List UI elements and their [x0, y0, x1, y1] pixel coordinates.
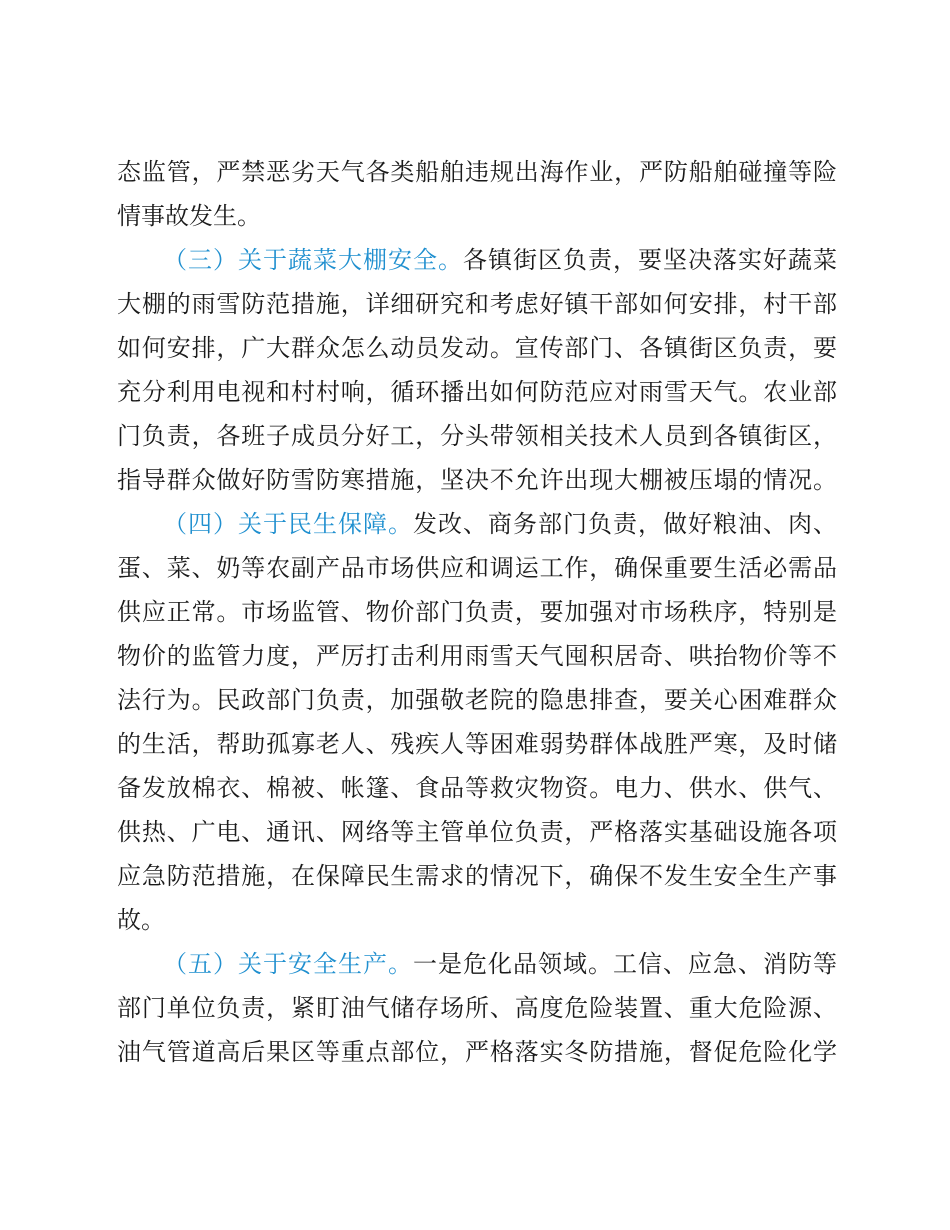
text-line: [117, 590, 837, 634]
line-text: 蛋、菜、奶等农副产品市场供应和调运工作，确保重要生活必需品: [117, 554, 837, 582]
line-text: 备发放棉衣、棉被、帐篷、食品等救灾物资。电力、供水、供气、: [117, 774, 837, 802]
text-line: [117, 282, 837, 326]
line-text: 一是危化品领域。工信、应急、消防等: [413, 950, 837, 978]
text-line: [117, 194, 837, 238]
line-text: 故。: [117, 906, 165, 934]
line-text: 应急防范措施，在保障民生需求的情况下，确保不发生安全生产事: [117, 862, 837, 890]
line-text: 态监管，严禁恶劣天气各类船舶违规出海作业，严防船舶碰撞等险: [117, 158, 837, 186]
line-text: 物价的监管力度，严厉打击利用雨雪天气囤积居奇、哄抬物价等不: [117, 642, 837, 670]
text-line: [117, 326, 837, 370]
line-text: 各镇街区负责，要坚决落实好蔬菜: [463, 246, 837, 274]
line-text: 法行为。民政部门负责，加强敬老院的隐患排查，要关心困难群众: [117, 686, 837, 714]
text-line: [117, 414, 837, 458]
text-line: [117, 678, 837, 722]
section-heading-line: [117, 238, 837, 282]
section-heading-livelihood: （四）关于民生保障。: [163, 510, 413, 538]
section-heading-vegetable-greenhouse: （三）关于蔬菜大棚安全。: [163, 246, 463, 274]
line-text: 如何安排，广大群众怎么动员发动。宣传部门、各镇街区负责，要: [117, 334, 837, 362]
line-text: 部门单位负责，紧盯油气储存场所、高度危险装置、重大危险源、: [117, 994, 837, 1022]
text-line: [117, 370, 837, 414]
line-text: 发改、商务部门负责，做好粮油、肉、: [413, 510, 837, 538]
text-line: [117, 898, 837, 942]
text-line: [117, 546, 837, 590]
text-line: [117, 458, 837, 502]
document-body: [117, 150, 837, 1074]
text-line: [117, 722, 837, 766]
section-heading-work-safety: （五）关于安全生产。: [163, 950, 413, 978]
section-heading-line: [117, 942, 837, 986]
line-text: 大棚的雨雪防范措施，详细研究和考虑好镇干部如何安排，村干部: [117, 290, 837, 318]
text-line: [117, 150, 837, 194]
section-heading-line: [117, 502, 837, 546]
line-text: 的生活，帮助孤寡老人、残疾人等困难弱势群体战胜严寒，及时储: [117, 730, 837, 758]
line-text: 供应正常。市场监管、物价部门负责，要加强对市场秩序，特别是: [117, 598, 837, 626]
text-line: [117, 1030, 837, 1074]
text-line: [117, 766, 837, 810]
line-text: 油气管道高后果区等重点部位，严格落实冬防措施，督促危险化学: [117, 1038, 837, 1066]
line-text: 供热、广电、通讯、网络等主管单位负责，严格落实基础设施各项: [117, 818, 837, 846]
text-line: [117, 810, 837, 854]
line-text: 门负责，各班子成员分好工，分头带领相关技术人员到各镇街区，: [117, 422, 837, 450]
text-line: [117, 854, 837, 898]
line-text: 指导群众做好防雪防寒措施，坚决不允许出现大棚被压塌的情况。: [117, 466, 837, 494]
line-text: 充分利用电视和村村响，循环播出如何防范应对雨雪天气。农业部: [117, 378, 837, 406]
line-text: 情事故发生。: [117, 202, 261, 230]
text-line: [117, 986, 837, 1030]
text-line: [117, 634, 837, 678]
